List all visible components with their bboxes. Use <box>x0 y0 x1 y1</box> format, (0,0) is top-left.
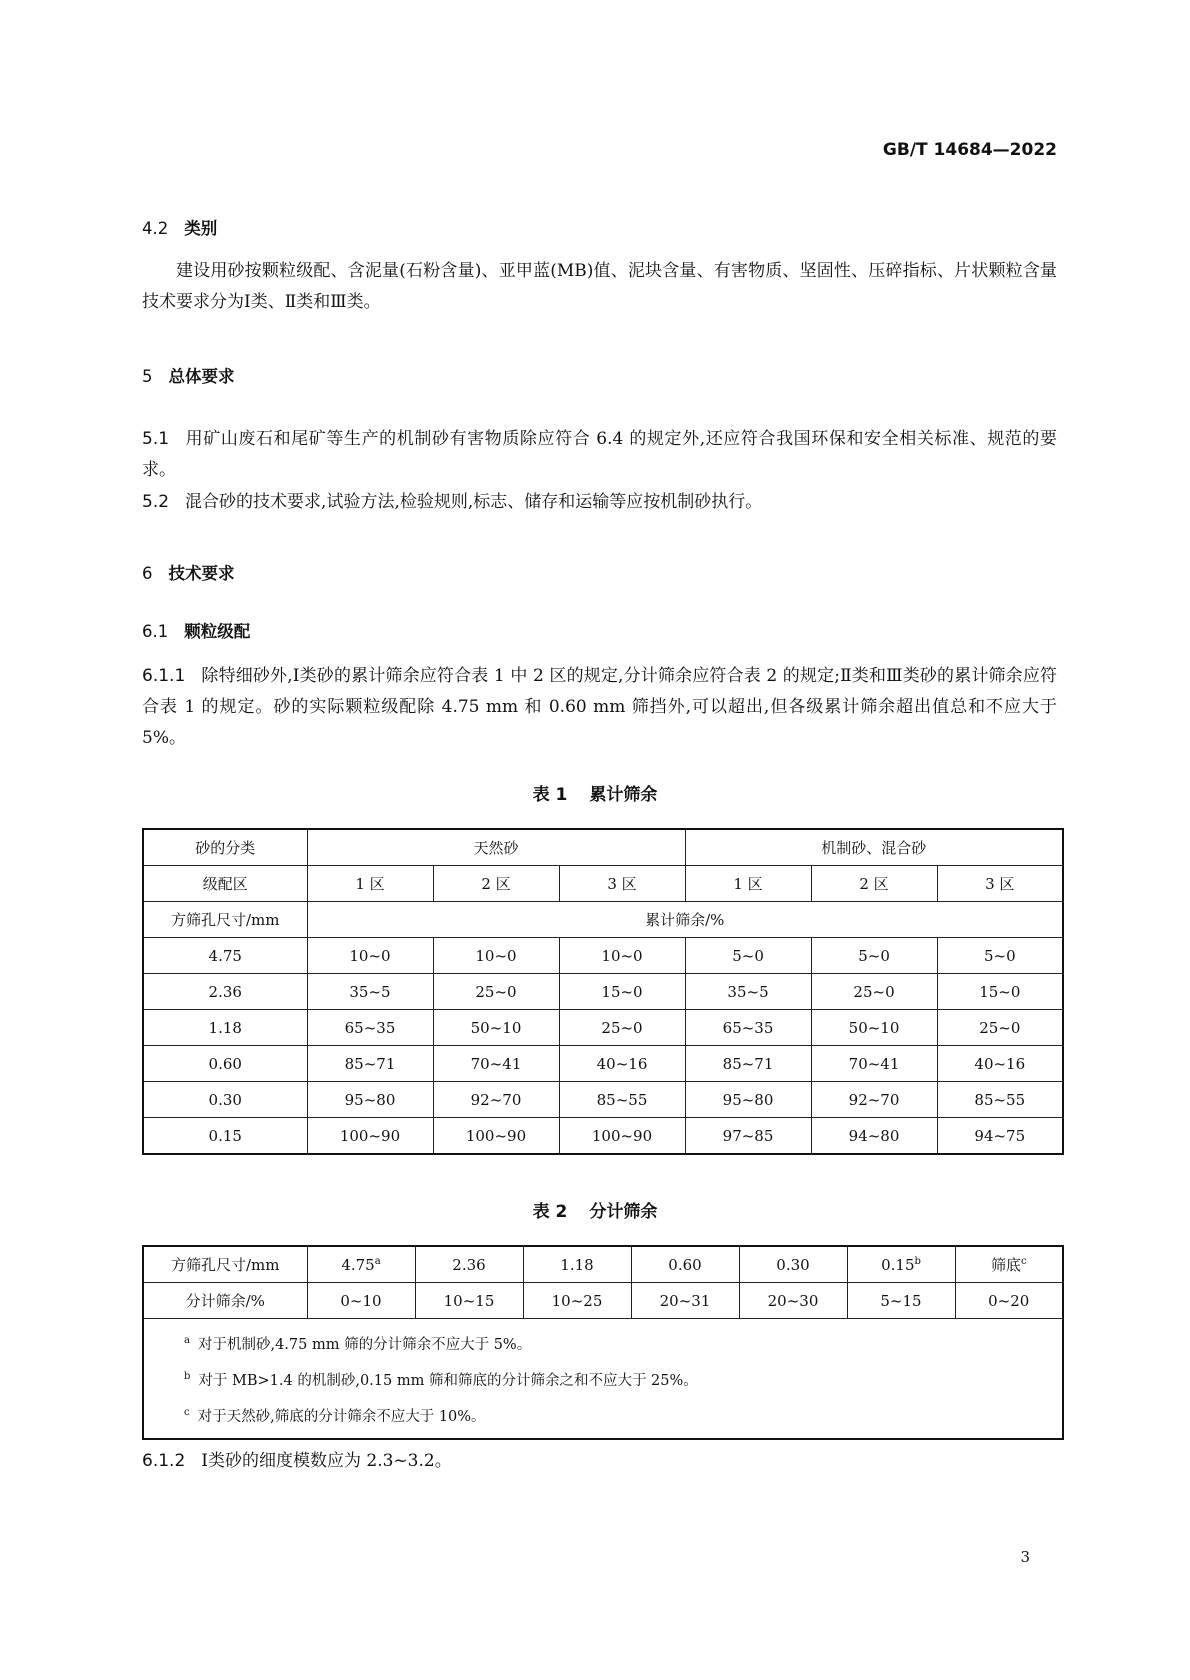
sieve-size-cell <box>955 1246 1063 1283</box>
footnote-marker: a <box>184 1335 190 1346</box>
residue-cell: 65~35 <box>685 1010 811 1046</box>
table-header-row <box>143 829 1063 866</box>
heading-title: 颗粒级配 <box>184 622 251 641</box>
footnote-marker: a <box>374 1255 381 1267</box>
sieve-size-cell <box>847 1246 955 1283</box>
header-cell: 方筛孔尺寸/mm <box>143 902 307 938</box>
clause-number: 6.1.1 <box>142 666 186 686</box>
clause-text: Ⅰ类砂的细度模数应为 2.3~3.2。 <box>201 1451 452 1471</box>
footnote-text: 对于天然砂,筛底的分计筛余不应大于 10%。 <box>197 1408 486 1425</box>
zone-cell: 2 区 <box>433 866 559 902</box>
footnote-text: 对于 MB>1.4 的机制砂,0.15 mm 筛和筛底的分计筛余之和不应大于 25%。 <box>198 1372 698 1389</box>
zone-cell: 3 区 <box>937 866 1063 902</box>
sieve-size-cell <box>523 1246 631 1283</box>
paragraph-6-1-2 <box>142 1446 1057 1477</box>
residue-cell: 97~85 <box>685 1118 811 1155</box>
residue-cell: 15~0 <box>559 974 685 1010</box>
header-cell: 方筛孔尺寸/mm <box>143 1246 307 1283</box>
footnote-text: 对于机制砂,4.75 mm 筛的分计筛余不应大于 5%。 <box>197 1336 532 1353</box>
sieve-size-cell <box>631 1246 739 1283</box>
residue-cell: 10~0 <box>307 938 433 974</box>
sieve-value: 2.36 <box>452 1255 486 1274</box>
residue-cell: 10~15 <box>415 1283 523 1319</box>
header-cell: 天然砂 <box>307 829 685 866</box>
sieve-size-cell: 4.75 <box>143 938 307 974</box>
table-number: 表 1 <box>532 785 568 805</box>
separate-residue-table <box>142 1245 1064 1440</box>
footnote-marker: c <box>1020 1256 1027 1267</box>
sieve-size-cell <box>739 1246 847 1283</box>
table-row <box>143 1046 1063 1082</box>
table-1-caption <box>0 780 1190 805</box>
residue-cell: 10~0 <box>559 938 685 974</box>
residue-cell: 20~31 <box>631 1283 739 1319</box>
cumulative-residue-table <box>142 828 1064 1155</box>
header-cell: 机制砂、混合砂 <box>685 829 1063 866</box>
heading-number: 6.1 <box>142 622 169 641</box>
table-notes <box>143 1319 1063 1440</box>
residue-cell: 10~0 <box>433 938 559 974</box>
table-header-row <box>143 902 1063 938</box>
sieve-size-cell <box>307 1246 415 1283</box>
clause-text: 除特细砂外,Ⅰ类砂的累计筛余应符合表 1 中 2 区的规定,分计筛余应符合表 2 的规定;Ⅱ类和Ⅲ类砂的累计筛余应符合表 1 的规定。砂的实际颗粒级配除 4.75 mm 和 0.60 mm 筛挡外,可以超出,但各级累计筛余超出值总和不应大于 5%。 <box>142 666 1057 748</box>
table-number: 表 2 <box>532 1202 568 1222</box>
sieve-size-cell: 0.30 <box>143 1082 307 1118</box>
zone-cell: 1 区 <box>685 866 811 902</box>
residue-cell: 40~16 <box>559 1046 685 1082</box>
heading-number: 5 <box>142 367 153 386</box>
page-number: 3 <box>1020 1548 1030 1566</box>
residue-cell: 20~30 <box>739 1283 847 1319</box>
heading-6 <box>142 560 235 584</box>
residue-cell: 92~70 <box>433 1082 559 1118</box>
residue-cell: 25~0 <box>433 974 559 1010</box>
sieve-size-cell: 0.60 <box>143 1046 307 1082</box>
clause-number: 5.1 <box>142 429 170 449</box>
sieve-value: 0.60 <box>668 1255 702 1274</box>
residue-cell: 85~71 <box>307 1046 433 1082</box>
heading-title: 类别 <box>184 219 218 238</box>
sieve-size-cell: 2.36 <box>143 974 307 1010</box>
residue-cell: 0~20 <box>955 1283 1063 1319</box>
residue-cell: 50~10 <box>811 1010 937 1046</box>
table-2-caption <box>0 1197 1190 1222</box>
residue-cell: 5~0 <box>937 938 1063 974</box>
residue-cell: 100~90 <box>559 1118 685 1155</box>
heading-title: 总体要求 <box>168 367 235 386</box>
paragraph-5-1 <box>142 424 1057 486</box>
residue-cell: 85~55 <box>559 1082 685 1118</box>
sieve-size-cell: 0.15 <box>143 1118 307 1155</box>
residue-cell: 100~90 <box>307 1118 433 1155</box>
clause-number: 6.1.2 <box>142 1451 186 1471</box>
heading-title: 技术要求 <box>168 564 235 583</box>
residue-cell: 25~0 <box>559 1010 685 1046</box>
footnote-marker: b <box>184 1370 191 1382</box>
residue-cell: 25~0 <box>811 974 937 1010</box>
residue-cell: 0~10 <box>307 1283 415 1319</box>
table-row <box>143 1010 1063 1046</box>
sieve-size-cell <box>415 1246 523 1283</box>
header-cell: 砂的分类 <box>143 829 307 866</box>
sieve-value: 4.75 <box>341 1255 375 1274</box>
residue-cell: 85~71 <box>685 1046 811 1082</box>
sieve-value: 0.30 <box>776 1255 810 1274</box>
residue-cell: 70~41 <box>811 1046 937 1082</box>
table-header-row <box>143 1246 1063 1283</box>
residue-cell: 35~5 <box>307 974 433 1010</box>
table-row <box>143 1283 1063 1319</box>
header-cell: 分计筛余/% <box>143 1283 307 1319</box>
zone-cell: 2 区 <box>811 866 937 902</box>
residue-cell: 95~80 <box>307 1082 433 1118</box>
table-row <box>143 1082 1063 1118</box>
residue-cell: 5~0 <box>811 938 937 974</box>
table-title: 累计筛余 <box>589 785 658 805</box>
residue-cell: 40~16 <box>937 1046 1063 1082</box>
residue-cell: 5~0 <box>685 938 811 974</box>
clause-number: 5.2 <box>142 492 170 512</box>
sieve-size-cell: 1.18 <box>143 1010 307 1046</box>
residue-cell: 25~0 <box>937 1010 1063 1046</box>
residue-cell: 70~41 <box>433 1046 559 1082</box>
footnote-marker: c <box>184 1406 190 1418</box>
table-title: 分计筛余 <box>589 1202 658 1222</box>
header-cell: 累计筛余/% <box>307 902 1063 938</box>
zone-cell: 1 区 <box>307 866 433 902</box>
residue-cell: 35~5 <box>685 974 811 1010</box>
table-notes-row <box>143 1319 1063 1440</box>
footnote-marker: b <box>914 1255 921 1267</box>
residue-cell: 94~80 <box>811 1118 937 1155</box>
residue-cell: 15~0 <box>937 974 1063 1010</box>
clause-text: 用矿山废石和尾矿等生产的机制砂有害物质除应符合 6.4 的规定外,还应符合我国环保和安全相关标准、规范的要求。 <box>142 429 1057 480</box>
sieve-value: 筛底 <box>990 1256 1021 1274</box>
heading-6-1 <box>142 618 250 642</box>
footnote <box>184 1361 1062 1397</box>
paragraph-6-1-1 <box>142 661 1057 754</box>
residue-cell: 65~35 <box>307 1010 433 1046</box>
table-row <box>143 938 1063 974</box>
residue-cell: 5~15 <box>847 1283 955 1319</box>
zone-cell: 3 区 <box>559 866 685 902</box>
paragraph-5-2 <box>142 487 1057 518</box>
heading-5 <box>142 363 235 387</box>
residue-cell: 85~55 <box>937 1082 1063 1118</box>
footnote <box>184 1325 1062 1361</box>
table-row <box>143 1118 1063 1155</box>
table-row <box>143 974 1063 1010</box>
table-header-row <box>143 866 1063 902</box>
standard-code: GB/T 14684—2022 <box>882 140 1057 160</box>
paragraph-4-2: 建设用砂按颗粒级配、含泥量(石粉含量)、亚甲蓝(MB)值、泥块含量、有害物质、坚固性、压碎指标、片状颗粒含量技术要求分为Ⅰ类、Ⅱ类和Ⅲ类。 <box>142 261 1057 312</box>
residue-cell: 100~90 <box>433 1118 559 1155</box>
residue-cell: 50~10 <box>433 1010 559 1046</box>
heading-4-2 <box>142 215 217 239</box>
sieve-value: 1.18 <box>560 1255 594 1274</box>
header-cell: 级配区 <box>143 866 307 902</box>
heading-number: 4.2 <box>142 219 169 238</box>
residue-cell: 92~70 <box>811 1082 937 1118</box>
heading-number: 6 <box>142 564 153 583</box>
footnote <box>184 1397 1062 1433</box>
clause-text: 混合砂的技术要求,试验方法,检验规则,标志、储存和运输等应按机制砂执行。 <box>185 492 763 512</box>
sieve-value: 0.15 <box>881 1255 915 1274</box>
residue-cell: 94~75 <box>937 1118 1063 1155</box>
residue-cell: 95~80 <box>685 1082 811 1118</box>
residue-cell: 10~25 <box>523 1283 631 1319</box>
